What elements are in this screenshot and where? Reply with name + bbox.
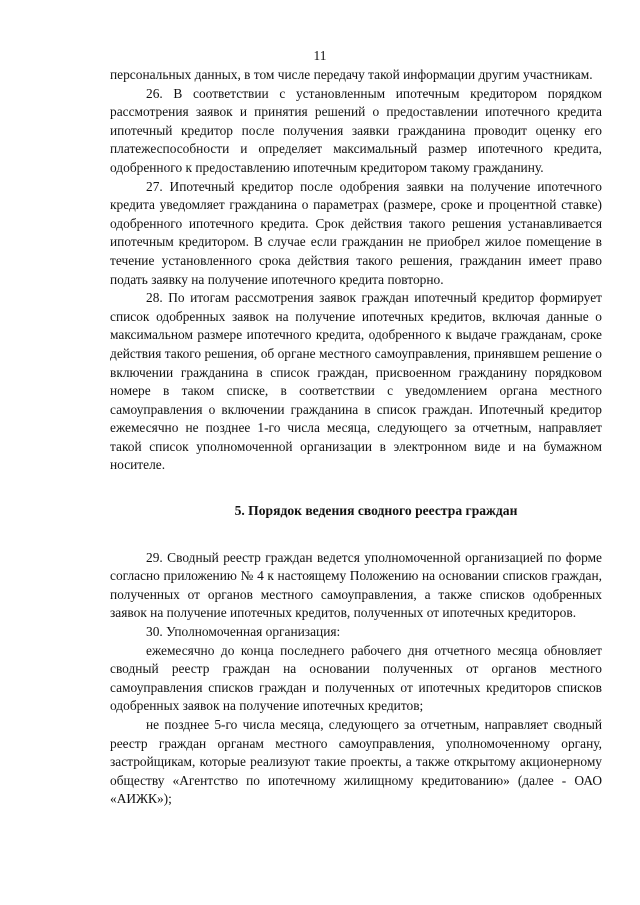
paragraph-30-item-1: ежемесячно до конца последнего рабочего дня отчетного месяца обновляет сводный реестр граждан на основании полученных от органов местного самоуправления списков граждан и полученных от ипотечных кредиторов списков одобренных заявок на получение ипотечных кредитов; [110, 642, 602, 714]
paragraph-26: 26. В соответствии с установленным ипотечным кредитором порядком рассмотрения заявок и принятия решений о предоставлении ипотечного кредита ипотечный кредитор после получения заявки гражданина проводит оценку его платежеспособности и определяет максимальный размер ипотечного кредита, одобренного к предоставлению ипотечным кредитором такому гражданину. [110, 85, 602, 175]
paragraph-continuation: персональных данных, в том числе передачу такой информации другим участникам. [110, 67, 593, 82]
paragraph-30-item-2: не позднее 5-го числа месяца, следующего за отчетным, направляет сводный реестр граждан органам местного самоуправления, уполномоченному органу, застройщикам, которые реализуют такие проекты, а также открытому акционерному обществу «Агентство по ипотечному жилищному кредитованию» (далее - ОАО «АИЖК»); [110, 717, 602, 807]
document-body [110, 66, 602, 809]
paragraph-30: 30. Уполномоченная организация: [146, 624, 341, 640]
section-heading: 5. Порядок ведения сводного реестра граждан [234, 503, 518, 519]
paragraph-29: 29. Сводный реестр граждан ведется уполномоченной организацией по форме согласно приложению № 4 к настоящему Положению на основании списков граждан, полученных от органов местного самоуправления, а также списков одобренных заявок на получение ипотечных кредитов, полученных от ипотечных кредиторов. [110, 549, 602, 621]
paragraph-28: 28. По итогам рассмотрения заявок граждан ипотечный кредитор формирует список одобренных заявок на получение ипотечных кредитов, включая данные о максимальном размере ипотечного кредита, одобренного к выдаче гражданам, сроке действия такого решения, об органе местного самоуправления, принявшем решение о включении гражданина в список граждан, присвоенном гражданину порядковом номере в таком списке, в соответствии с уведомлением органа местного самоуправления о включении гражданина в список граждан. Ипотечный кредитор ежемесячно не позднее 1-го числа месяца, следующего за отчетным, направляет такой список уполномоченной организации в электронном виде и на бумажном носителе. [110, 290, 602, 473]
paragraph-27: 27. Ипотечный кредитор после одобрения заявки на получение ипотечного кредита уведомляет гражданина о параметрах (размере, сроке и процентной ставке) одобренного ипотечного кредита. Срок действия такого решения устанавливается ипотечным кредитором. В случае если гражданин не приобрел жилое помещение в течение установленного срока действия такого решения, гражданин имеет право подать заявку на получение ипотечного кредита повторно. [110, 178, 602, 287]
page-number: 11 [313, 48, 327, 63]
